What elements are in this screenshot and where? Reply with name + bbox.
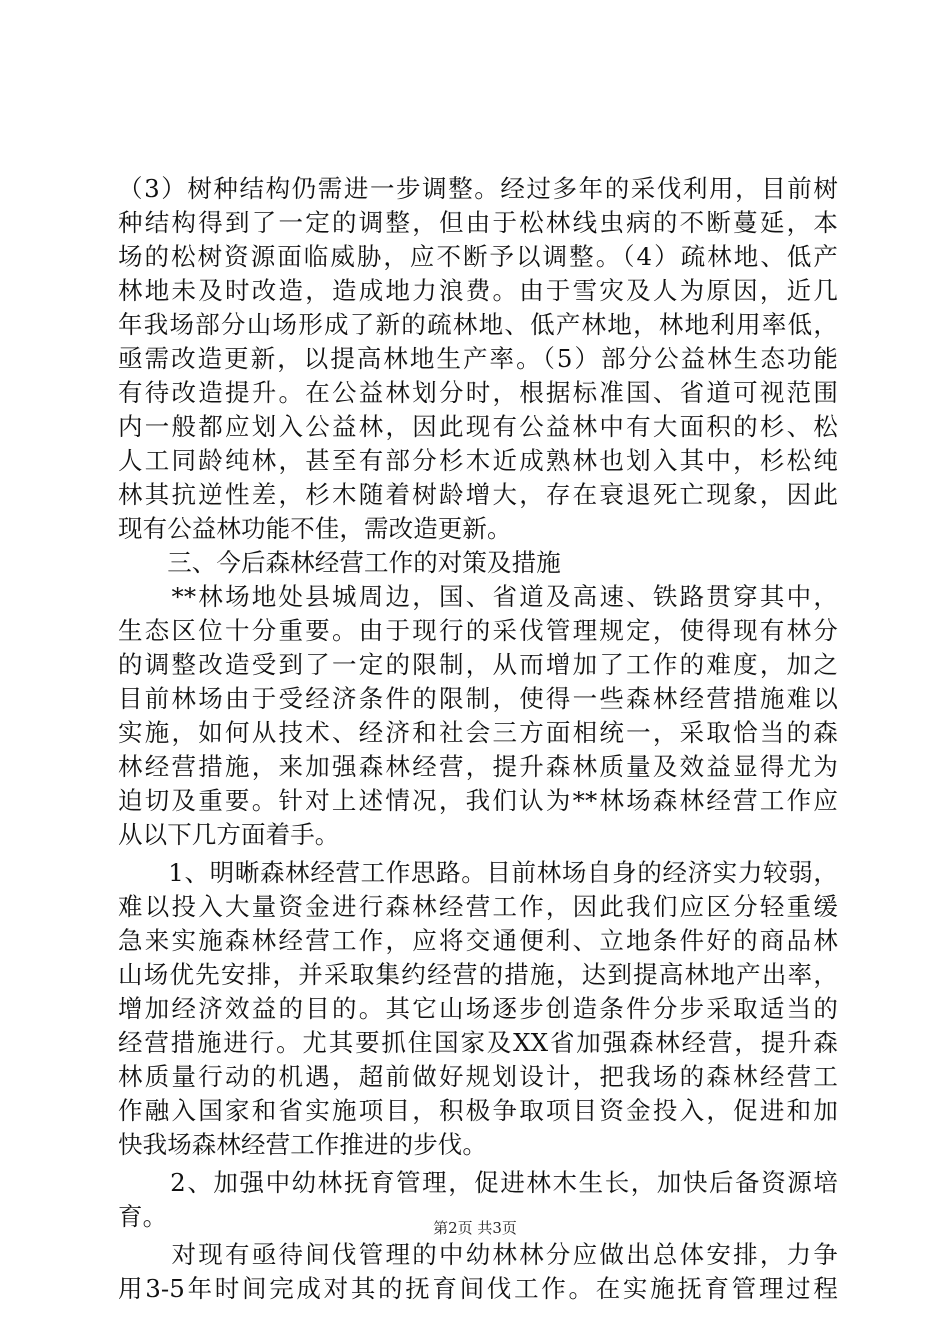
text-line: 人工同龄纯林，甚至有部分杉木近成熟林也划入其中，杉松纯 xyxy=(118,446,838,475)
text-line: 种结构得到了一定的调整，但由于松林线虫病的不断蔓延，本 xyxy=(118,208,838,237)
text-line: 作融入国家和省实施项目，积极争取项目资金投入，促进和加 xyxy=(118,1096,838,1125)
section-heading: 三、今后森林经营工作的对策及措施 xyxy=(118,548,561,577)
text-line: 年我场部分山场形成了新的疏林地、低产林地，林地利用率低， xyxy=(118,310,838,339)
text-line: 急来实施森林经营工作，应将交通便利、立地条件好的商品林 xyxy=(118,926,838,955)
text-line: 迫切及重要。针对上述情况，我们认为**林场森林经营工作应 xyxy=(118,786,838,815)
text-line: 快我场森林经营工作推进的步伐。 xyxy=(118,1130,487,1159)
text-line: 山场优先安排，并采取集约经营的措施，达到提高林地产出率， xyxy=(118,960,838,989)
text-line: （3）树种结构仍需进一步调整。经过多年的采伐利用，目前树 xyxy=(118,174,838,203)
text-line: **林场地处县城周边，国、省道及高速、铁路贯穿其中， xyxy=(118,582,838,611)
text-line: 林其抗逆性差，杉木随着树龄增大，存在衰退死亡现象，因此 xyxy=(118,480,838,509)
text-line: 2、加强中幼林抚育管理，促进林木生长，加快后备资源培 xyxy=(118,1168,838,1197)
text-line: 对现有亟待间伐管理的中幼林林分应做出总体安排，力争 xyxy=(118,1240,838,1269)
text-line: 1、明晰森林经营工作思路。目前林场自身的经济实力较弱， xyxy=(118,858,839,887)
text-line: 用3-5年时间完成对其的抚育间伐工作。在实施抚育管理过程 xyxy=(118,1274,838,1303)
text-line: 内一般都应划入公益林，因此现有公益林中有大面积的杉、松 xyxy=(118,412,838,441)
text-line: 育。 xyxy=(118,1202,168,1231)
text-line: 林质量行动的机遇，超前做好规划设计，把我场的森林经营工 xyxy=(118,1062,838,1091)
text-line: 场的松树资源面临威胁，应不断予以调整。（4）疏林地、低产 xyxy=(118,242,838,271)
page-number-footer: 第2页 共3页 xyxy=(433,1219,517,1237)
text-line: 增加经济效益的目的。其它山场逐步创造条件分步采取适当的 xyxy=(118,994,838,1023)
text-line: 实施，如何从技术、经济和社会三方面相统一，采取恰当的森 xyxy=(118,718,838,747)
text-line: 林经营措施，来加强森林经营，提升森林质量及效益显得尤为 xyxy=(118,752,838,781)
text-line: 亟需改造更新，以提高林地生产率。（5）部分公益林生态功能 xyxy=(118,344,838,373)
text-line: 经营措施进行。尤其要抓住国家及XX省加强森林经营，提升森 xyxy=(118,1028,838,1057)
text-line: 生态区位十分重要。由于现行的采伐管理规定，使得现有林分 xyxy=(118,616,838,645)
text-line: 有待改造提升。在公益林划分时，根据标准国、省道可视范围 xyxy=(118,378,838,407)
text-line: 从以下几方面着手。 xyxy=(118,820,340,849)
text-line: 林地未及时改造，造成地力浪费。由于雪灾及人为原因，近几 xyxy=(118,276,838,305)
text-line: 难以投入大量资金进行森林经营工作，因此我们应区分轻重缓 xyxy=(118,892,838,921)
text-line: 现有公益林功能不佳，需改造更新。 xyxy=(118,514,512,543)
text-line: 的调整改造受到了一定的限制，从而增加了工作的难度，加之 xyxy=(118,650,838,679)
text-line: 目前林场由于受经济条件的限制，使得一些森林经营措施难以 xyxy=(118,684,838,713)
